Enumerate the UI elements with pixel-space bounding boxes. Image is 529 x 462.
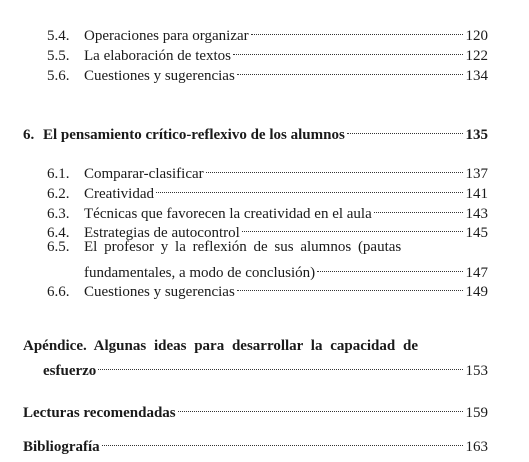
toc-entry-title: Lecturas recomendadas xyxy=(23,405,176,421)
toc-bibliografia xyxy=(23,431,488,455)
toc-entry-title: Creatividad xyxy=(84,186,154,202)
toc-entry-number: 6.4. xyxy=(47,225,70,241)
toc-entry-5-5 xyxy=(47,40,488,64)
toc-entry-5-4 xyxy=(47,20,488,44)
toc-entry-page: 120 xyxy=(465,28,488,44)
toc-appendix-title-line-1: Apéndice. Algunas ideas para desarrollar la capacidad de xyxy=(23,338,418,354)
toc-entry-title: Comparar-clasificar xyxy=(84,166,204,182)
toc-chapter-page: 135 xyxy=(465,127,488,143)
toc-entry-title-line-1: El profesor y la reflexión de sus alumnos (pautas xyxy=(84,239,402,255)
toc-entry-title: Cuestiones y sugerencias xyxy=(84,68,235,84)
toc-entry-page: 145 xyxy=(465,225,488,241)
dot-leader xyxy=(102,431,463,451)
toc-chapter-number: 6. xyxy=(23,127,35,143)
toc-appendix-line-1 xyxy=(23,336,488,356)
toc-lecturas-recomendadas xyxy=(23,397,488,421)
dot-leader xyxy=(98,355,462,375)
toc-entry-6-3 xyxy=(47,198,488,222)
toc-entry-page: 149 xyxy=(465,284,488,300)
dot-leader xyxy=(206,158,463,178)
dot-leader xyxy=(178,397,463,417)
toc-entry-title: Técnicas que favorecen la creatividad en el aula xyxy=(84,206,372,222)
toc-entry-page: 122 xyxy=(465,48,488,64)
toc-entry-line-2 xyxy=(84,257,488,281)
toc-appendix-title-line-2: esfuerzo xyxy=(43,363,97,379)
toc-chapter-6 xyxy=(23,119,488,143)
dot-leader xyxy=(347,119,463,139)
dot-leader xyxy=(237,60,463,80)
dot-leader xyxy=(156,178,463,198)
toc-entry-6-6 xyxy=(47,276,488,300)
toc-entry-page: 159 xyxy=(465,405,488,421)
dot-leader xyxy=(233,40,462,60)
toc-entry-title: Cuestiones y sugerencias xyxy=(84,284,235,300)
toc-entry-title: Operaciones para organizar xyxy=(84,28,249,44)
toc-entry-page: 147 xyxy=(465,265,488,281)
toc-entry-page: 141 xyxy=(465,186,488,202)
toc-entry-number: 6.3. xyxy=(47,206,70,222)
toc-appendix-page: 153 xyxy=(465,363,488,379)
dot-leader xyxy=(237,276,463,296)
toc-entry-number: 6.2. xyxy=(47,186,70,202)
toc-entry-6-2 xyxy=(47,178,488,202)
toc-entry-title: La elaboración de textos xyxy=(84,48,232,64)
dot-leader xyxy=(251,20,463,40)
toc-entry-number: 5.4. xyxy=(47,28,70,44)
toc-appendix-line-2 xyxy=(43,355,488,379)
toc-entry-page: 137 xyxy=(465,166,488,182)
toc-entry-title: Estrategias de autocontrol xyxy=(84,225,240,241)
toc-entry-5-6 xyxy=(47,60,488,84)
toc-entry-page: 134 xyxy=(465,68,488,84)
dot-leader xyxy=(242,217,463,237)
toc-chapter-title: El pensamiento crítico-reflexivo de los alumnos xyxy=(43,127,345,143)
toc-entry-number: 6.1. xyxy=(47,166,70,182)
toc-entry-page: 163 xyxy=(465,439,488,455)
toc-entry-6-1 xyxy=(47,158,488,182)
toc-entry-6-4 xyxy=(47,217,488,241)
toc-entry-line-1 xyxy=(47,237,488,257)
dot-leader xyxy=(374,198,463,218)
toc-entry-title: Bibliografía xyxy=(23,439,100,455)
toc-entry-title-line-2: fundamentales, a modo de conclusión) xyxy=(84,265,316,281)
toc-entry-number: 5.5. xyxy=(47,48,70,64)
toc-entry-page: 143 xyxy=(465,206,488,222)
toc-entry-number: 6.6. xyxy=(47,284,70,300)
dot-leader xyxy=(317,257,462,277)
toc-entry-number: 5.6. xyxy=(47,68,70,84)
toc-entry-number: 6.5. xyxy=(47,239,70,255)
